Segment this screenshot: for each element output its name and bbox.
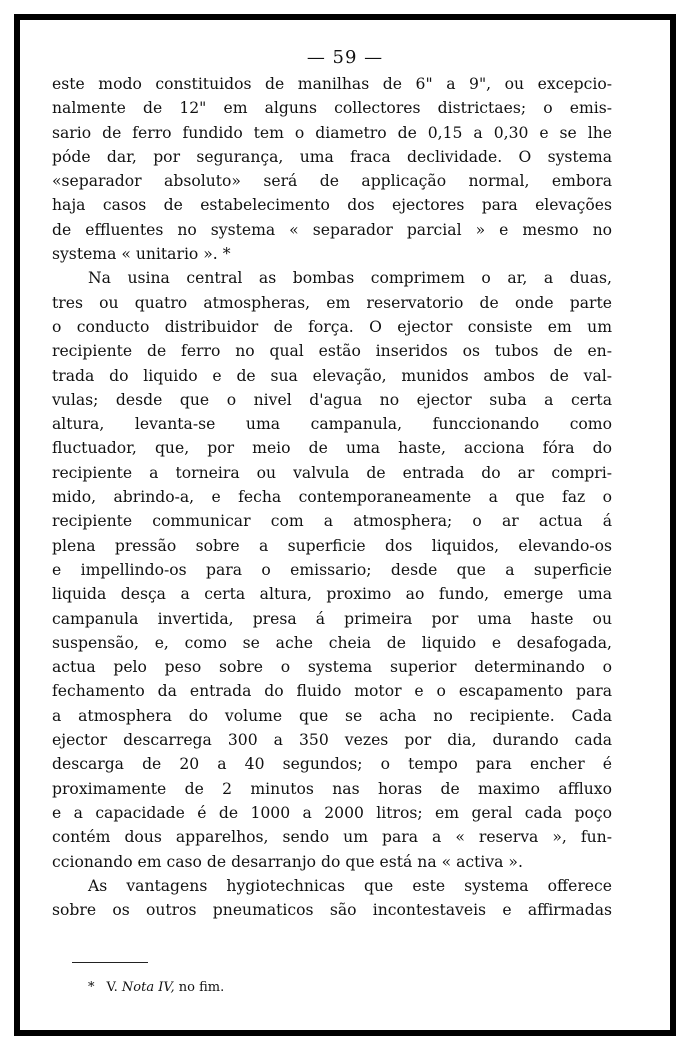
text-line: contém dous apparelhos, sendo um para a « reserva », fun- bbox=[52, 828, 612, 847]
text-line: suspensão, e, como se ache cheia de liquido e desafogada, bbox=[52, 633, 612, 652]
text-line: plena pressão sobre a superficie dos liquidos, elevando-os bbox=[52, 536, 612, 555]
text-line: ejector descarrega 300 a 350 vezes por dia, durando cada bbox=[52, 731, 612, 750]
text-line: vulas; desde que o nivel d'agua no ejector suba a certa bbox=[52, 390, 612, 409]
text-line: Na usina central as bombas comprimem o ar, a duas, bbox=[88, 269, 612, 288]
page-number: — 59 — bbox=[306, 47, 384, 68]
text-line: este modo constituidos de manilhas de 6" a 9", ou excepcio- bbox=[52, 75, 612, 93]
body-text bbox=[52, 72, 612, 922]
text-line: descarga de 20 a 40 segundos; o tempo para encher é bbox=[52, 755, 612, 774]
text-line: nalmente de 12" em alguns collectores districtaes; o emis- bbox=[52, 99, 612, 118]
text-line: a atmosphera do volume que se acha no recipiente. Cada bbox=[52, 706, 612, 725]
text-line: sobre os outros pneumaticos são incontestaveis e affirmadas bbox=[52, 901, 612, 920]
footnote-reference: Nota IV, bbox=[121, 980, 175, 995]
text-line: tres ou quatro atmospheras, em reservatorio de onde parte bbox=[52, 293, 612, 312]
text-line: fluctuador, que, por meio de uma haste, acciona fóra do bbox=[52, 439, 612, 458]
text-line: systema « unitario ». * bbox=[52, 245, 231, 264]
text-line: póde dar, por segurança, uma fraca declividade. O systema bbox=[52, 147, 612, 166]
text-line: trada do liquido e de sua elevação, munidos ambos de val- bbox=[52, 366, 612, 385]
footnote-rule bbox=[72, 962, 148, 963]
text-line: altura, levanta-se uma campanula, funccionando como bbox=[52, 415, 612, 434]
text-line: e a capacidade é de 1000 a 2000 litros; em geral cada poço bbox=[52, 803, 612, 822]
text-line: de effluentes no systema « separador parcial » e mesmo no bbox=[52, 220, 612, 239]
text-line: «separador absoluto» será de applicação normal, embora bbox=[52, 172, 612, 191]
text-line: haja casos de estabelecimento dos ejectores para elevações bbox=[52, 196, 612, 215]
footnote-suffix: no fim. bbox=[178, 980, 225, 995]
text-line: ccionando em caso de desarranjo do que está na « activa ». bbox=[52, 852, 523, 871]
text-line: sario de ferro fundido tem o diametro de 0,15 a 0,30 e se lhe bbox=[52, 123, 612, 142]
text-line: mido, abrindo-a, e fecha contemporaneamente a que faz o bbox=[52, 488, 612, 507]
text-line: campanula invertida, presa á primeira por uma haste ou bbox=[52, 609, 612, 628]
text-line: As vantagens hygiotechnicas que este systema offerece bbox=[88, 876, 612, 895]
text-line: recipiente de ferro no qual estão inseridos os tubos de en- bbox=[52, 342, 612, 361]
footnote bbox=[88, 980, 224, 995]
footnote-prefix: V. bbox=[106, 980, 118, 995]
footnote-mark: * bbox=[88, 980, 95, 995]
text-line: fechamento da entrada do fluido motor e o escapamento para bbox=[52, 682, 612, 701]
text-line: o conducto distribuidor de força. O ejector consiste em um bbox=[52, 317, 612, 336]
text-line: e impellindo-os para o emissario; desde que a superficie bbox=[52, 560, 612, 579]
text-line: recipiente communicar com a atmosphera; o ar actua á bbox=[52, 512, 612, 531]
text-line: recipiente a torneira ou valvula de entrada do ar compri- bbox=[52, 463, 612, 482]
text-line: proximamente de 2 minutos nas horas de maximo affluxo bbox=[52, 779, 612, 798]
text-line: liquida desça a certa altura, proximo ao fundo, emerge uma bbox=[52, 585, 612, 604]
text-line: actua pelo peso sobre o systema superior determinando o bbox=[52, 658, 612, 677]
